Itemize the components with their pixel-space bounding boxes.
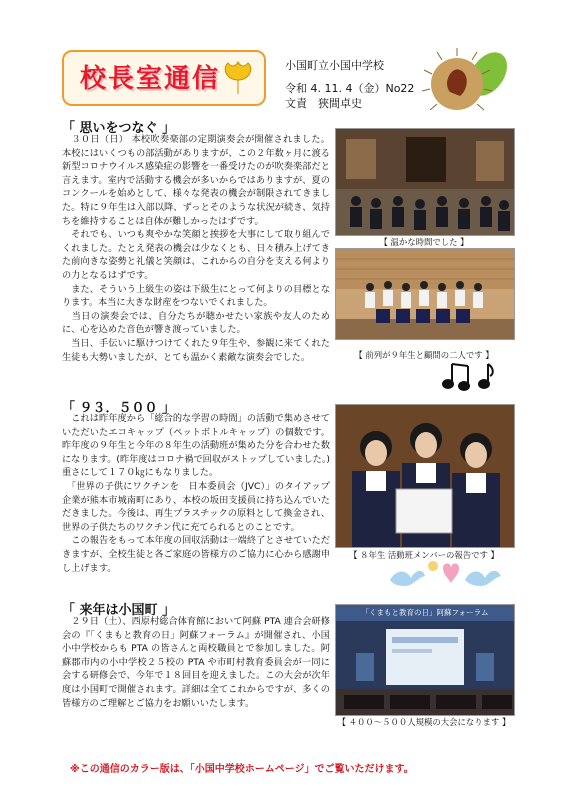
newsletter-title: 校長室通信: [80, 64, 221, 94]
section-text-2: これは昨年度から「総合的な学習の時間」の活動で集めさせていただいたエコキャップ（ペットボトルキャップ）の個数です。昨年度の９年生と今年の８年生の活動班が集めた分を合わせた数になります。(昨年度はコロナ禍で回収がストップしていました。) 重さにして１７０㎏にもなりました。 「世界の子供にワクチンを 日本委員会（JVC）」のタイアップ企業が熊本市城南町にあり、本校の坂田支援員に持ち込んでいただきました。今後は、再生プラスチックの原料として換金され、世界の子供たちのワクチン代に充てられるとのことです。 この報告をもって本年度の回収活動は一端終了とさせていただきますが、全校生徒と各ご家庭の皆様方のご協力に心から感謝申し上げます。: [62, 413, 330, 574]
band-group-photo: [335, 248, 515, 340]
section-text-3: ２９日（土）、西原村総合体育館において阿蘇 PTA 連合会研修会の『「くまもと教育の日」阿蘇フォーラム』が開催され、小国小中学校からも PTA の皆さんと両校職員とで参加しました。阿蘇郡市内の小中学校２５校の PTA や市町村教育委員会が一同に会する研修会で、今年で１８回目を迎えました。この大会が次年度は小国町で開催されます。詳細は全てこれからですが、多くの皆様方のご理解とご協力をお願いいたします。: [62, 616, 330, 709]
section-title-3: 「 来年は小国町 」: [62, 603, 176, 618]
concert-photo: [335, 128, 515, 236]
section-text-1: ３０日（日） 本校吹奏楽部の定期演奏会が開催されました。本校にはいくつもの部活動がありますが、この２年数ヶ月に渡る新型コロナウイルス感染症の影響を一番受けたのが吹奏楽部だと言えます。室内で活動する機会が多いからではありますが、夏のコンクールを始めとして、様々な発表の機会が制限されてきました。特に９年生は入部以降、ずっとそのような状況が続き、気持ちを維持することは自体が難しかったはずです。 それでも、いつも爽やかな笑顔と挨拶を大事にして取り組んでくれました。たとえ発表の機会は少なくとも、日々積み上げてきた前向きな姿勢と礼儀と笑顔は、これからの自分を支える何よりの力となるはずです。 また、そういう上級生の姿は下級生にとって何よりの目標となります。本当に大きな財産をつないでくれました。 当日の演奏会では、自分たちが聴かせたい家族や友人のために、心を込めた音色が響き渡っていました。 当日、手伝いに駆けつけてくれた９年生や、参観に来てくれた生徒も大勢いましたが、とても温かく素敵な演奏会でした。: [62, 134, 330, 363]
photo-caption-2: 【 前列が９年生と顧問の二人です 】: [354, 350, 494, 360]
doves-hearts-icon: [385, 558, 505, 596]
students-report-photo: [335, 404, 515, 548]
forum-stage-photo: [335, 604, 515, 716]
author-line: 文責 狹間卓史: [285, 97, 362, 110]
ginkgo-leaf-icon: [220, 60, 256, 96]
forum-banner: 「くまもと教育の日」阿蘇フォーラム: [336, 605, 514, 621]
section-title-2: 「 ９３．５００ 」: [62, 401, 176, 416]
footer-note: ※この通信のカラー版は、「小国中学校ホームページ」でご覧いただけます。: [70, 764, 414, 775]
section-title-1: 「 思いをつなぐ 」: [62, 121, 176, 136]
photo-caption-4: 【 ４００～５００人規模の大会になります 】: [337, 717, 511, 727]
school-name: 小国町立小国中学校: [285, 59, 384, 72]
music-notes-icon: [440, 360, 496, 392]
issue-date: 令和 4. 11. 4（金）No22: [285, 82, 415, 95]
chestnut-icon: [412, 44, 512, 116]
photo-caption-3: 【 ８年生 活動班メンバーの報告です 】: [349, 550, 499, 560]
photo-caption-1: 【 温かな時間でした 】: [379, 237, 469, 247]
